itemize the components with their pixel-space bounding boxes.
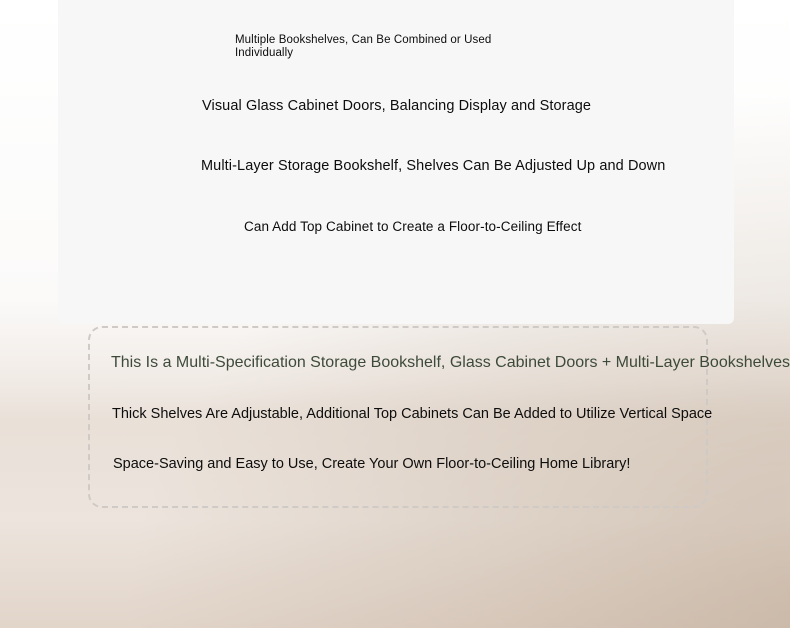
feature-glass-doors: Visual Glass Cabinet Doors, Balancing Display and Storage	[202, 98, 592, 114]
summary-shelves-line: Thick Shelves Are Adjustable, Additional Top Cabinets Can Be Added to Utilize Vertical Space	[112, 406, 713, 422]
feature-adjustable-shelves: Multi-Layer Storage Bookshelf, Shelves Can Be Adjusted Up and Down	[201, 158, 666, 174]
feature-combinable-bookshelves: Multiple Bookshelves, Can Be Combined or Used Individually	[235, 34, 492, 59]
summary-headline: This Is a Multi-Specification Storage Bookshelf, Glass Cabinet Doors + Multi-Layer Bookshelves	[111, 354, 790, 371]
feature-top-cabinet: Can Add Top Cabinet to Create a Floor-to-Ceiling Effect	[244, 219, 582, 234]
summary-space-saving-line: Space-Saving and Easy to Use, Create Your Own Floor-to-Ceiling Home Library!	[113, 456, 631, 472]
